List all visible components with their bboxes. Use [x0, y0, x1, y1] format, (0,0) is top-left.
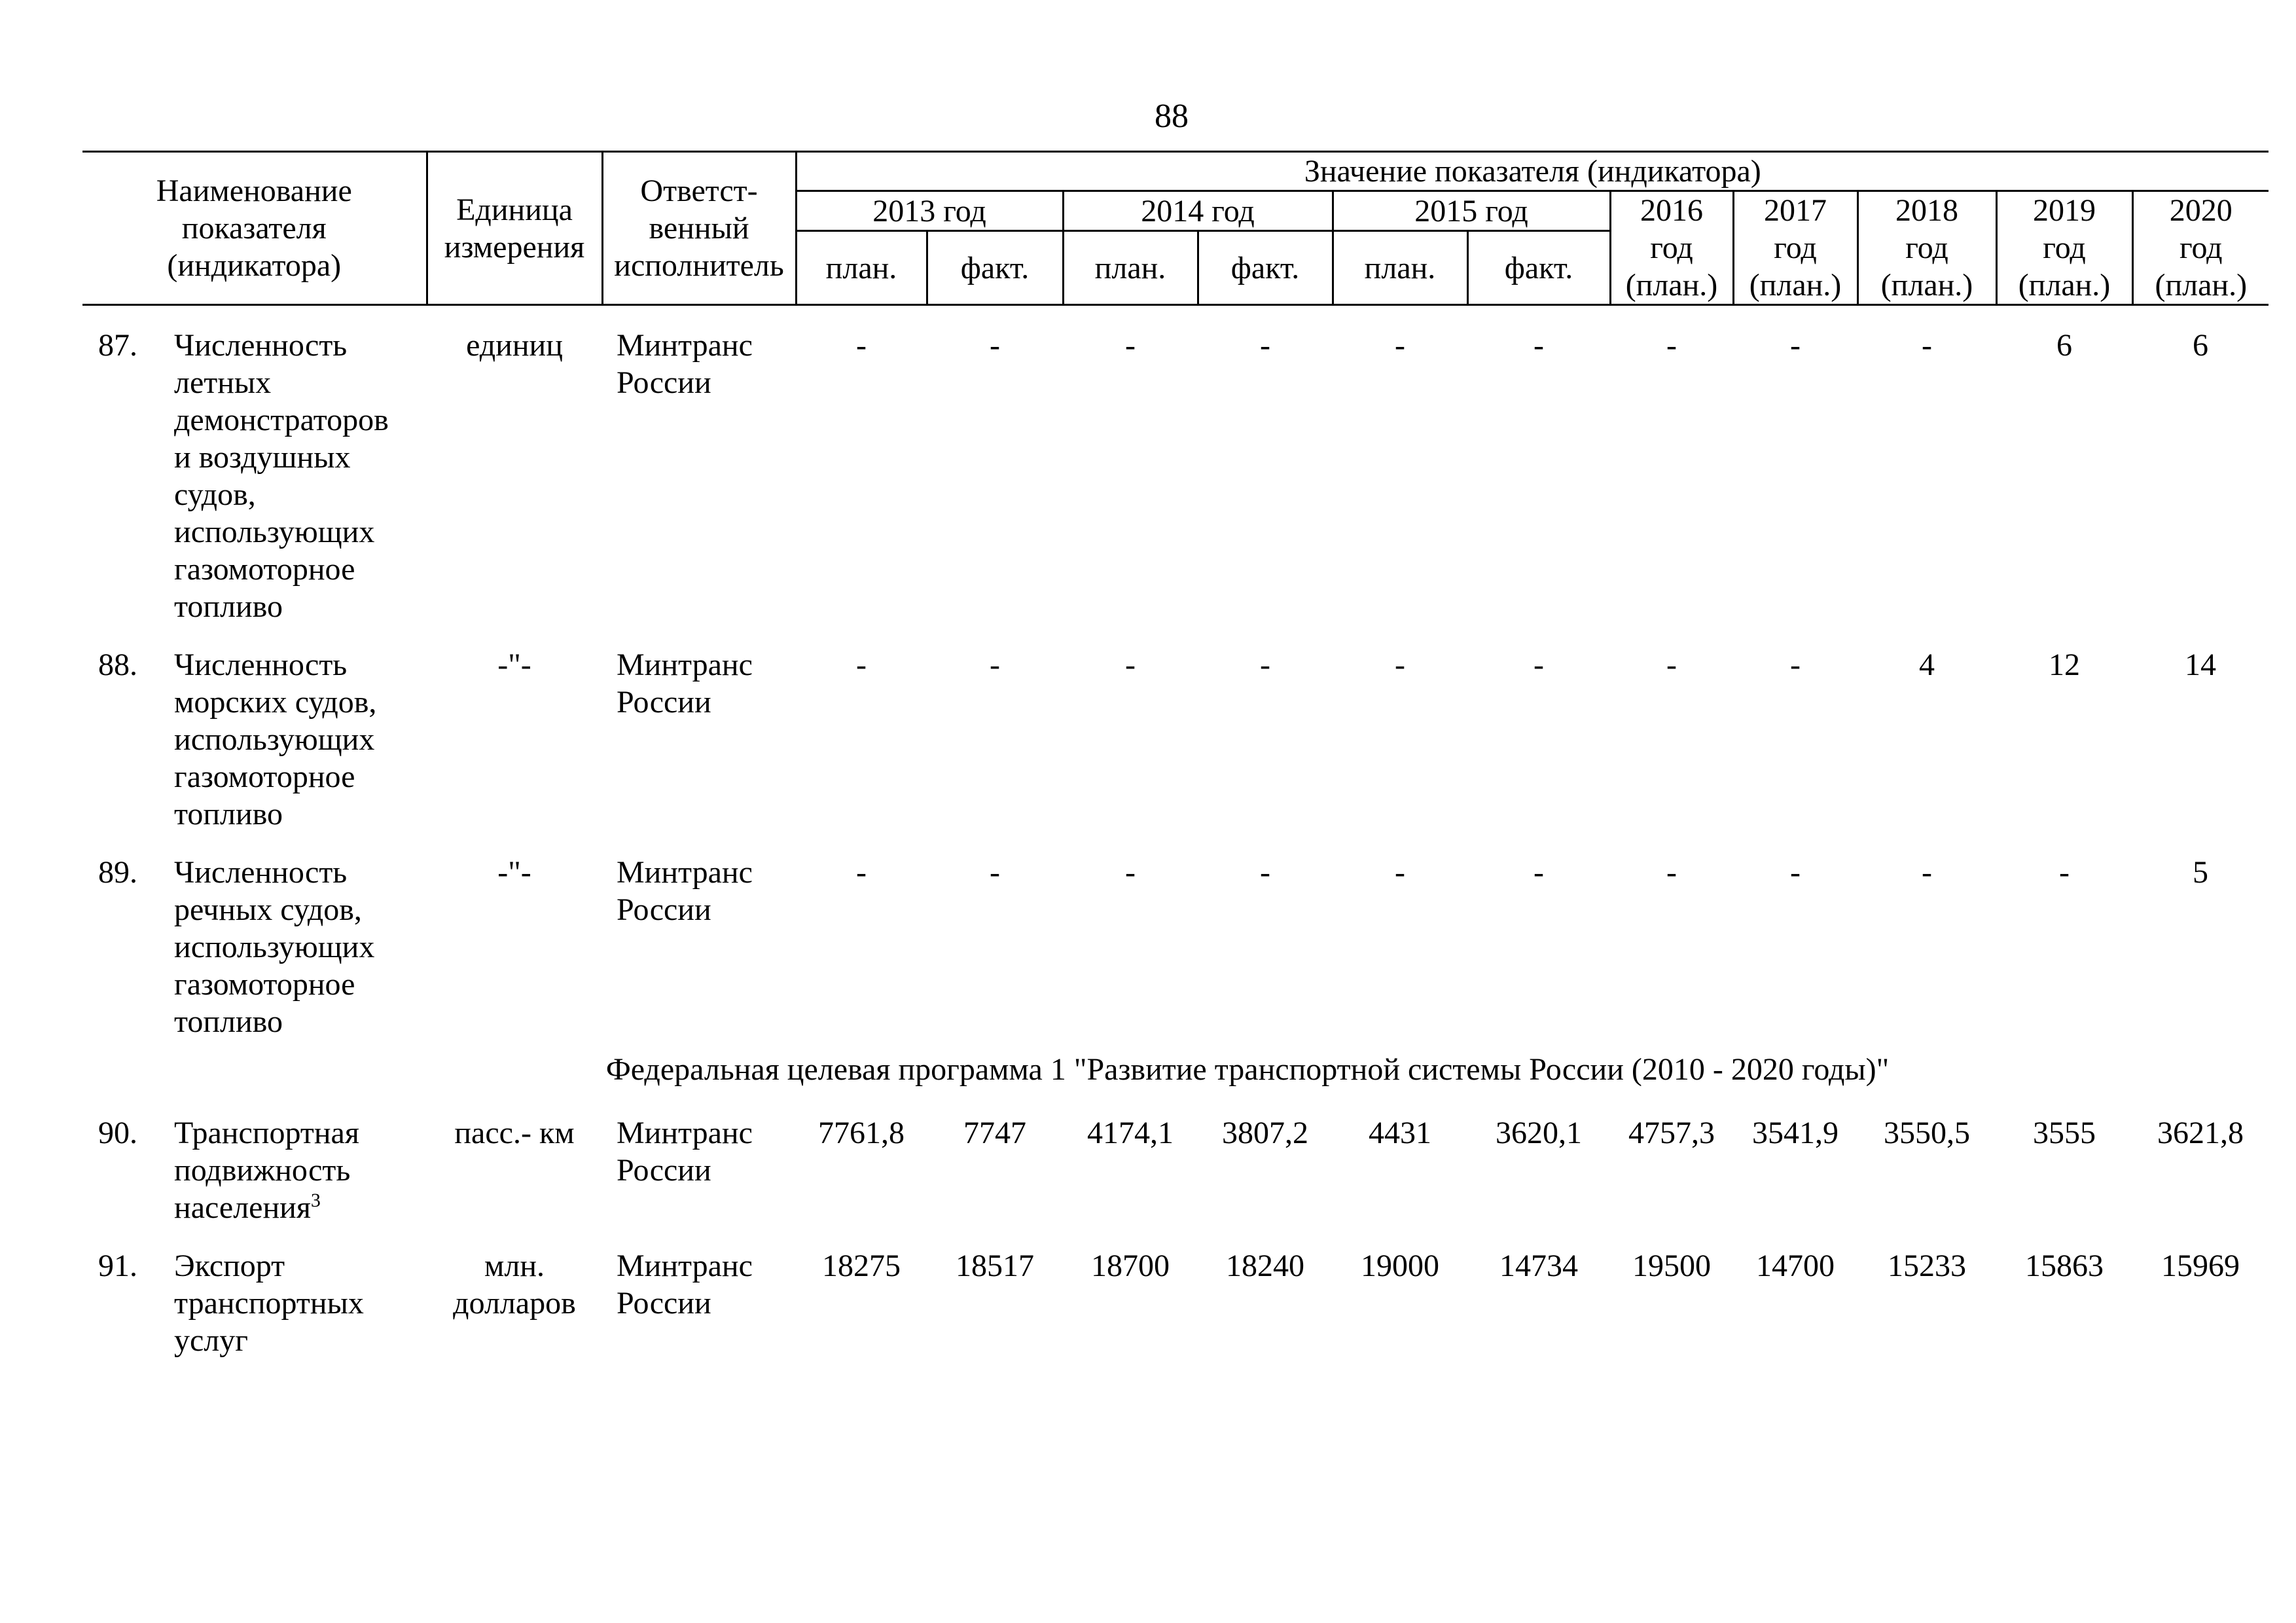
table-row [82, 854, 2269, 1040]
value-2014-fact: - [1260, 855, 1270, 890]
table-row [82, 1114, 2269, 1247]
value-2019: 15863 [2025, 1249, 2104, 1283]
value-2014-fact: - [1260, 647, 1270, 682]
row-name-cell [82, 854, 427, 1040]
value-2013-plan: 18275 [822, 1249, 901, 1283]
value-2018: 15233 [1888, 1249, 1966, 1283]
row-number: 89. [98, 855, 137, 890]
value-2017: - [1790, 855, 1801, 890]
value-2017: 3541,9 [1752, 1116, 1839, 1150]
value-2015-plan: 4431 [1369, 1116, 1431, 1150]
table-row [82, 327, 2269, 646]
header-value-group: Значение показателя (индикатора) [796, 152, 2269, 191]
row-unit: млн. долларов [453, 1249, 576, 1321]
value-2015-fact: - [1534, 647, 1544, 682]
value-2013-fact: - [990, 328, 1000, 363]
header-year-2018: 2018 год (план.) [1857, 191, 1996, 305]
row-responsible: Минтранс России [617, 1249, 753, 1321]
row-number: 87. [98, 328, 137, 363]
header-2014-fact: факт. [1198, 231, 1333, 305]
value-2017: - [1790, 647, 1801, 682]
row-name: Транспортная подвижность населения$^3$ [174, 1116, 359, 1225]
value-2017: - [1790, 328, 1801, 363]
value-2015-fact: 3620,1 [1496, 1116, 1582, 1150]
value-2015-fact: - [1534, 855, 1544, 890]
header-name: Наименование показателя (индикатора) [82, 152, 427, 305]
value-2014-fact: - [1260, 328, 1270, 363]
value-2020: 14 [2185, 647, 2217, 682]
row-name-cell [82, 646, 427, 854]
value-2016: - [1666, 647, 1677, 682]
value-2016: 19500 [1632, 1249, 1711, 1283]
header-2013-plan: план. [796, 231, 927, 305]
row-number: 90. [98, 1116, 137, 1150]
value-2016: - [1666, 328, 1677, 363]
value-2018: - [1922, 855, 1932, 890]
value-2014-plan: - [1125, 647, 1136, 682]
value-2014-fact: 3807,2 [1222, 1116, 1308, 1150]
value-2015-plan: - [1395, 855, 1405, 890]
row-responsible: Минтранс России [617, 328, 753, 400]
table-header [82, 152, 2269, 305]
value-2020: 15969 [2161, 1249, 2240, 1283]
program-title-row [82, 1040, 2269, 1114]
table-row [82, 1247, 2269, 1359]
table-row [82, 646, 2269, 854]
row-unit: пасс.- км [454, 1116, 575, 1150]
value-2020: 6 [2193, 328, 2209, 363]
value-2013-fact: 18517 [956, 1249, 1034, 1283]
value-2015-fact: 14734 [1499, 1249, 1578, 1283]
table-body [82, 305, 2269, 1360]
header-year-2020: 2020 год (план.) [2132, 191, 2269, 305]
header-2013-fact: факт. [927, 231, 1063, 305]
header-year-2019: 2019 год (план.) [1996, 191, 2132, 305]
value-2014-plan: - [1125, 855, 1136, 890]
value-2013-plan: - [856, 647, 867, 682]
value-2018: 4 [1919, 647, 1935, 682]
value-2014-plan: 18700 [1091, 1249, 1170, 1283]
value-2013-plan: - [856, 855, 867, 890]
header-year-2017: 2017 год (план.) [1733, 191, 1857, 305]
row-responsible: Минтранс России [617, 647, 753, 720]
header-2014-plan: план. [1063, 231, 1198, 305]
row-responsible: Минтранс России [617, 855, 753, 927]
value-2015-plan: 19000 [1361, 1249, 1439, 1283]
header-unit: Единица измерения [427, 152, 602, 305]
header-year-2016: 2016 год (план.) [1610, 191, 1733, 305]
page-number: 88 [1155, 98, 1189, 135]
row-name-cell [82, 1247, 427, 1359]
row-name: Экспорт транспортных услуг [174, 1249, 364, 1358]
value-2015-plan: - [1395, 328, 1405, 363]
row-unit: -"- [497, 855, 531, 890]
header-2015-fact: факт. [1467, 231, 1610, 305]
value-2015-plan: - [1395, 647, 1405, 682]
row-name: Численность речных судов, использующих газомоторное топливо [174, 855, 375, 1039]
header-responsible: Ответст- венный исполнитель [602, 152, 796, 305]
value-2016: 4757,3 [1628, 1116, 1715, 1150]
value-2019: 6 [2056, 328, 2072, 363]
header-year-2013: 2013 год [796, 191, 1063, 231]
value-2013-fact: - [990, 647, 1000, 682]
value-2013-plan: 7761,8 [818, 1116, 905, 1150]
row-responsible: Минтранс России [617, 1116, 753, 1188]
header-year-2015: 2015 год [1333, 191, 1610, 231]
value-2020: 5 [2193, 855, 2209, 890]
value-2014-plan: 4174,1 [1087, 1116, 1174, 1150]
value-2019: - [2059, 855, 2070, 890]
value-2017: 14700 [1756, 1249, 1835, 1283]
row-number: 88. [98, 647, 137, 682]
value-2020: 3621,8 [2157, 1116, 2244, 1150]
program-title: Федеральная целевая программа 1 "Развитие транспортной системы России (2010 - 2020 годы)" [605, 1052, 1890, 1087]
value-2014-fact: 18240 [1226, 1249, 1304, 1283]
row-number: 91. [98, 1249, 137, 1283]
indicator-table [82, 151, 2269, 1359]
footnote-marker: 3 [310, 1190, 321, 1211]
header-year-2014: 2014 год [1063, 191, 1333, 231]
value-2018: - [1922, 328, 1932, 363]
value-2013-plan: - [856, 328, 867, 363]
value-2015-fact: - [1534, 328, 1544, 363]
value-2013-fact: 7747 [963, 1116, 1026, 1150]
header-2015-plan: план. [1333, 231, 1467, 305]
row-unit: -"- [497, 647, 531, 682]
row-name-cell [82, 327, 427, 646]
value-2019: 3555 [2033, 1116, 2096, 1150]
row-unit: единиц [466, 328, 563, 363]
value-2013-fact: - [990, 855, 1000, 890]
value-2014-plan: - [1125, 328, 1136, 363]
row-name: Численность морских судов, использующих газомоторное топливо [174, 647, 377, 831]
value-2016: - [1666, 855, 1677, 890]
row-name-cell [82, 1114, 427, 1247]
row-name: Численность летных демонстраторов и воздушных судов, использующих газомоторное топливо [174, 328, 389, 624]
value-2018: 3550,5 [1884, 1116, 1970, 1150]
value-2019: 12 [2049, 647, 2080, 682]
